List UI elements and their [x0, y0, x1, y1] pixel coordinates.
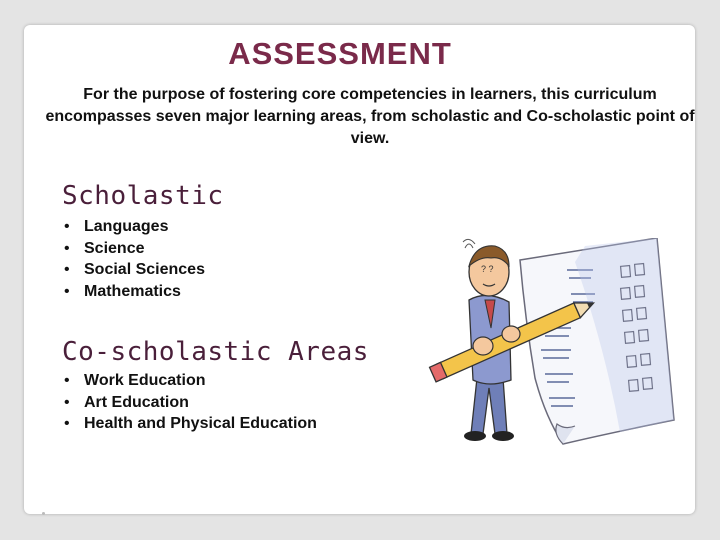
bullet: •	[64, 393, 70, 411]
student-with-pencil-and-checklist-illustration	[425, 238, 675, 450]
bullet: •	[64, 372, 70, 389]
slide-corner-mark	[42, 512, 45, 515]
bullet: •	[64, 415, 70, 433]
intro-paragraph: For the purpose of fostering core competencies in learners, this curriculum encompasses seven major learning areas, from scholastic and Co-scholastic point of view.	[45, 86, 695, 147]
checklist-paper	[520, 238, 674, 444]
list-item	[62, 281, 205, 303]
svg-text:? ?: ? ?	[481, 264, 494, 274]
bullet: •	[64, 282, 70, 300]
list-item-text: Art Education	[84, 393, 189, 411]
slide-title	[0, 36, 720, 72]
bullet: •	[64, 218, 70, 235]
list-item	[62, 392, 317, 414]
list-item	[62, 259, 205, 281]
list-item-text: Mathematics	[84, 282, 181, 300]
list-item-text: Work Education	[84, 372, 206, 389]
list-item-text: Social Sciences	[84, 261, 205, 279]
bullet: •	[64, 261, 70, 279]
list-item	[62, 216, 205, 238]
list-item	[62, 370, 317, 392]
scholastic-heading: Scholastic	[62, 181, 224, 211]
list-item-text: Science	[84, 239, 145, 257]
list-item-text: Languages	[84, 218, 169, 235]
list-item-text: Health and Physical Education	[84, 415, 317, 433]
scholastic-list	[62, 216, 205, 302]
bullet: •	[64, 239, 70, 257]
slide-title-text: ASSESSMENT	[228, 36, 452, 71]
co-scholastic-list	[62, 370, 317, 435]
list-item	[62, 238, 205, 260]
co-scholastic-heading: Co-scholastic Areas	[62, 337, 369, 367]
list-item	[62, 413, 317, 435]
